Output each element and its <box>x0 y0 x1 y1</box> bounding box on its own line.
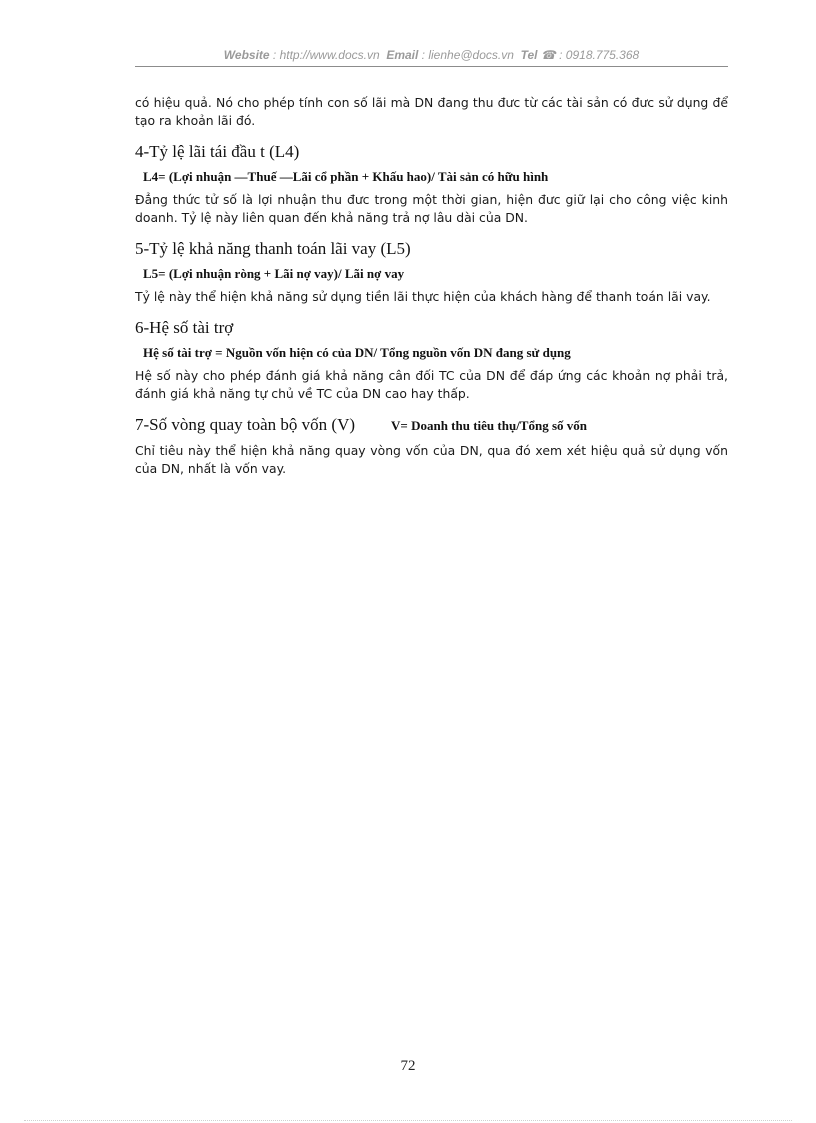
section-title-l5: 5-Tỷ lệ khả năng thanh toán lãi vay (L5) <box>135 239 411 258</box>
section-body-l4: Đẳng thức tử số là lợi nhuận thu đưc trong một thời gian, hiện đưc giữ lại cho công việc kinh doanh. Tỷ lệ này liên quan đến khả năng trả nợ lâu dài của DN. <box>135 192 728 225</box>
page-header <box>135 48 728 62</box>
section-body-l5: Tỷ lệ này thể hiện khả năng sử dụng tiền lãi thực hiện của khách hàng để thanh toán lãi vay. <box>135 289 711 304</box>
phone-icon: ☎ <box>540 48 556 62</box>
header-divider <box>135 66 728 67</box>
formula-l4: L4= (Lợi nhuận —Thuế —Lãi cổ phần + Khấu hao)/ Tài sản có hữu hình <box>143 169 549 184</box>
formula-funding-ratio: Hệ số tài trợ = Nguồn vốn hiện có của DN/ Tổng nguồn vốn DN đang sử dụng <box>143 345 571 360</box>
section-header-capital-turnover <box>135 415 728 435</box>
section-body-capital-turnover: Chỉ tiêu này thể hiện khả năng quay vòng vốn của DN, qua đó xem xét hiệu quả sử dụng vốn của DN, nhất là vốn vay. <box>135 443 728 476</box>
formula-capital-turnover: V= Doanh thu tiêu thụ/Tổng số vốn <box>391 418 587 433</box>
page-number: 72 <box>400 1058 416 1074</box>
website-label: Website <box>223 48 270 62</box>
tel-value: : 0918.775.368 <box>559 48 640 62</box>
section-title-l4: 4-Tỷ lệ lãi tái đầu t (L4) <box>135 142 300 161</box>
website-link[interactable]: : http://www.docs.vn <box>272 48 380 62</box>
footer-divider <box>24 1120 792 1121</box>
email-label: Email <box>386 48 419 62</box>
section-title-funding-ratio: 6-Hệ số tài trợ <box>135 318 234 337</box>
section-body-funding-ratio: Hệ số này cho phép đánh giá khả năng cân đối TC của DN để đáp ứng các khoản nợ phải trả, đánh giá khả năng tự chủ về TC của DN cao hay thấp. <box>135 368 728 401</box>
formula-l5: L5= (Lợi nhuận ròng + Lãi nợ vay)/ Lãi nợ vay <box>143 266 405 281</box>
intro-paragraph: có hiệu quả. Nó cho phép tính con số lãi mà DN đang thu đưc từ các tài sản có đưc sử dụng để tạo ra khoản lãi đó. <box>135 95 728 128</box>
email-link[interactable]: : lienhe@docs.vn <box>421 48 514 62</box>
tel-label: Tel <box>520 48 538 62</box>
section-title-capital-turnover: 7-Số vòng quay toàn bộ vốn (V) <box>135 415 356 434</box>
main-content <box>135 94 728 478</box>
